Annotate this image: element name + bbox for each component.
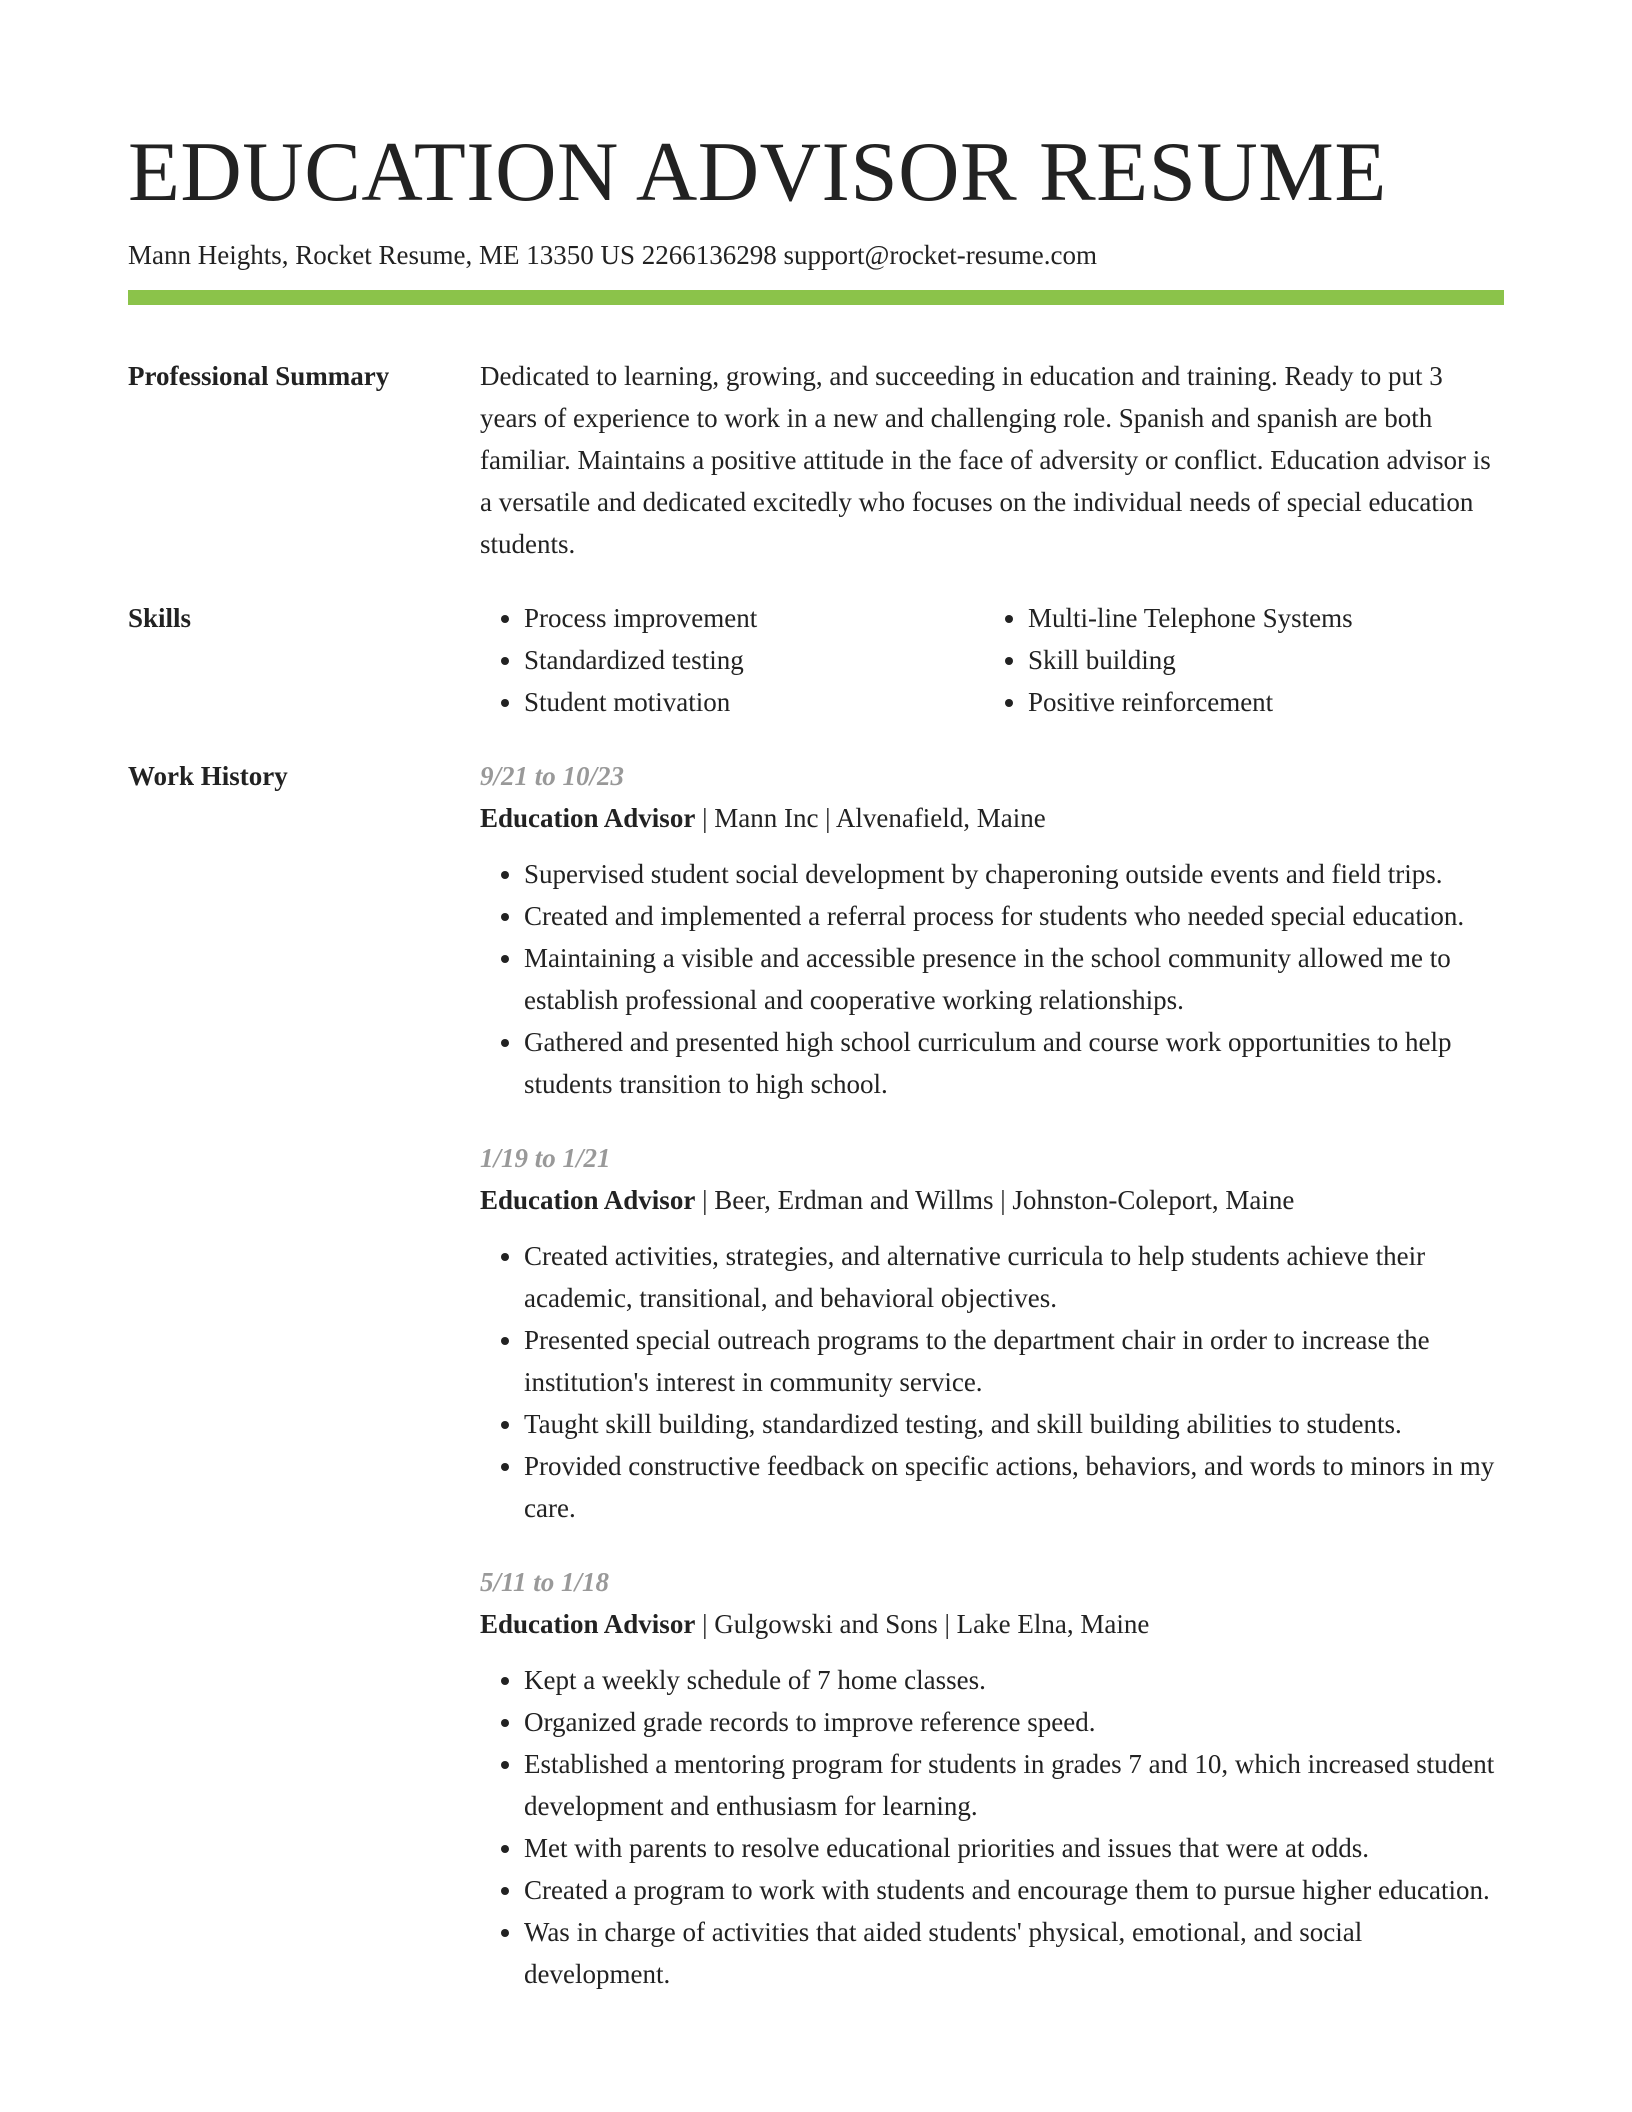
job-bullet: • Created and implemented a referral process for students who needed special education. [524, 895, 1504, 937]
job-details: | Mann Inc | Alvenafield, Maine [695, 803, 1046, 833]
skills-column-right [984, 597, 1488, 723]
job-bullet: • Organized grade records to improve reference speed. [524, 1701, 1504, 1743]
job-bullet: • Kept a weekly schedule of 7 home classes. [524, 1659, 1504, 1701]
job-title: Education Advisor [480, 1609, 696, 1639]
job-details: | Gulgowski and Sons | Lake Elna, Maine [695, 1609, 1150, 1639]
skill-item: • Student motivation [524, 681, 984, 723]
skill-item: • Standardized testing [524, 639, 984, 681]
job-dates: 5/11 to 1/18 [480, 1567, 610, 1597]
resume-title: EDUCATION ADVISOR RESUME [128, 125, 1387, 219]
summary-text: Dedicated to learning, growing, and succeeding in education and training. Ready to put 3 years of experience to work in a new and challenging role. Spanish and spanish are both familiar. Maintains a positive attitude in the face of adversity or conflict. Education advisor is a versatile and dedicated excitedly who focuses on the individual needs of special education students. [480, 361, 1491, 559]
contact-line: Mann Heights, Rocket Resume, ME 13350 US 2266136298 support@rocket-resume.com [128, 240, 1097, 270]
job-dates: 1/19 to 1/21 [480, 1143, 611, 1173]
job-bullets [480, 853, 1504, 1105]
job-entry [480, 1137, 1504, 1529]
job-entry [480, 1561, 1504, 1995]
job-bullets [480, 1659, 1504, 1995]
job-bullet: • Taught skill building, standardized testing, and skill building abilities to students. [524, 1403, 1504, 1445]
professional-summary-section [128, 355, 1504, 565]
section-heading: Professional Summary [128, 361, 390, 391]
skills-column-left [480, 597, 984, 723]
job-bullets [480, 1235, 1504, 1529]
job-bullet: • Created activities, strategies, and alternative curricula to help students achieve their academic, transitional, and behavioral objectives. [524, 1235, 1504, 1319]
skill-item: • Multi-line Telephone Systems [1028, 597, 1488, 639]
job-header [480, 797, 1504, 839]
job-bullet: • Presented special outreach programs to the department chair in order to increase the institution's interest in community service. [524, 1319, 1504, 1403]
job-bullet: • Supervised student social development by chaperoning outside events and field trips. [524, 853, 1504, 895]
job-entry [480, 755, 1504, 1105]
job-bullet: • Created a program to work with students and encourage them to pursue higher education. [524, 1869, 1504, 1911]
skill-item: • Skill building [1028, 639, 1488, 681]
job-bullet: • Provided constructive feedback on specific actions, behaviors, and words to minors in my care. [524, 1445, 1504, 1529]
job-bullet: • Maintaining a visible and accessible presence in the school community allowed me to establish professional and cooperative working relationships. [524, 937, 1504, 1021]
job-dates: 9/21 to 10/23 [480, 761, 625, 791]
skills-section [128, 597, 1504, 723]
job-title: Education Advisor [480, 1185, 696, 1215]
job-header [480, 1179, 1504, 1221]
section-heading: Skills [128, 603, 192, 633]
job-bullet: • Gathered and presented high school curriculum and course work opportunities to help students transition to high school. [524, 1021, 1504, 1105]
job-header [480, 1603, 1504, 1645]
job-bullet: • Was in charge of activities that aided students' physical, emotional, and social development. [524, 1911, 1504, 1995]
job-details: | Beer, Erdman and Willms | Johnston-Coleport, Maine [695, 1185, 1295, 1215]
job-bullet: • Established a mentoring program for students in grades 7 and 10, which increased student development and enthusiasm for learning. [524, 1743, 1504, 1827]
resume-page [128, 0, 1504, 2027]
header-divider [128, 290, 1504, 305]
section-heading: Work History [128, 761, 288, 791]
job-title: Education Advisor [480, 803, 696, 833]
skill-item: • Process improvement [524, 597, 984, 639]
skills-grid [480, 597, 1504, 723]
job-bullet: • Met with parents to resolve educational priorities and issues that were at odds. [524, 1827, 1504, 1869]
skill-item: • Positive reinforcement [1028, 681, 1488, 723]
work-history-section [128, 755, 1504, 2027]
